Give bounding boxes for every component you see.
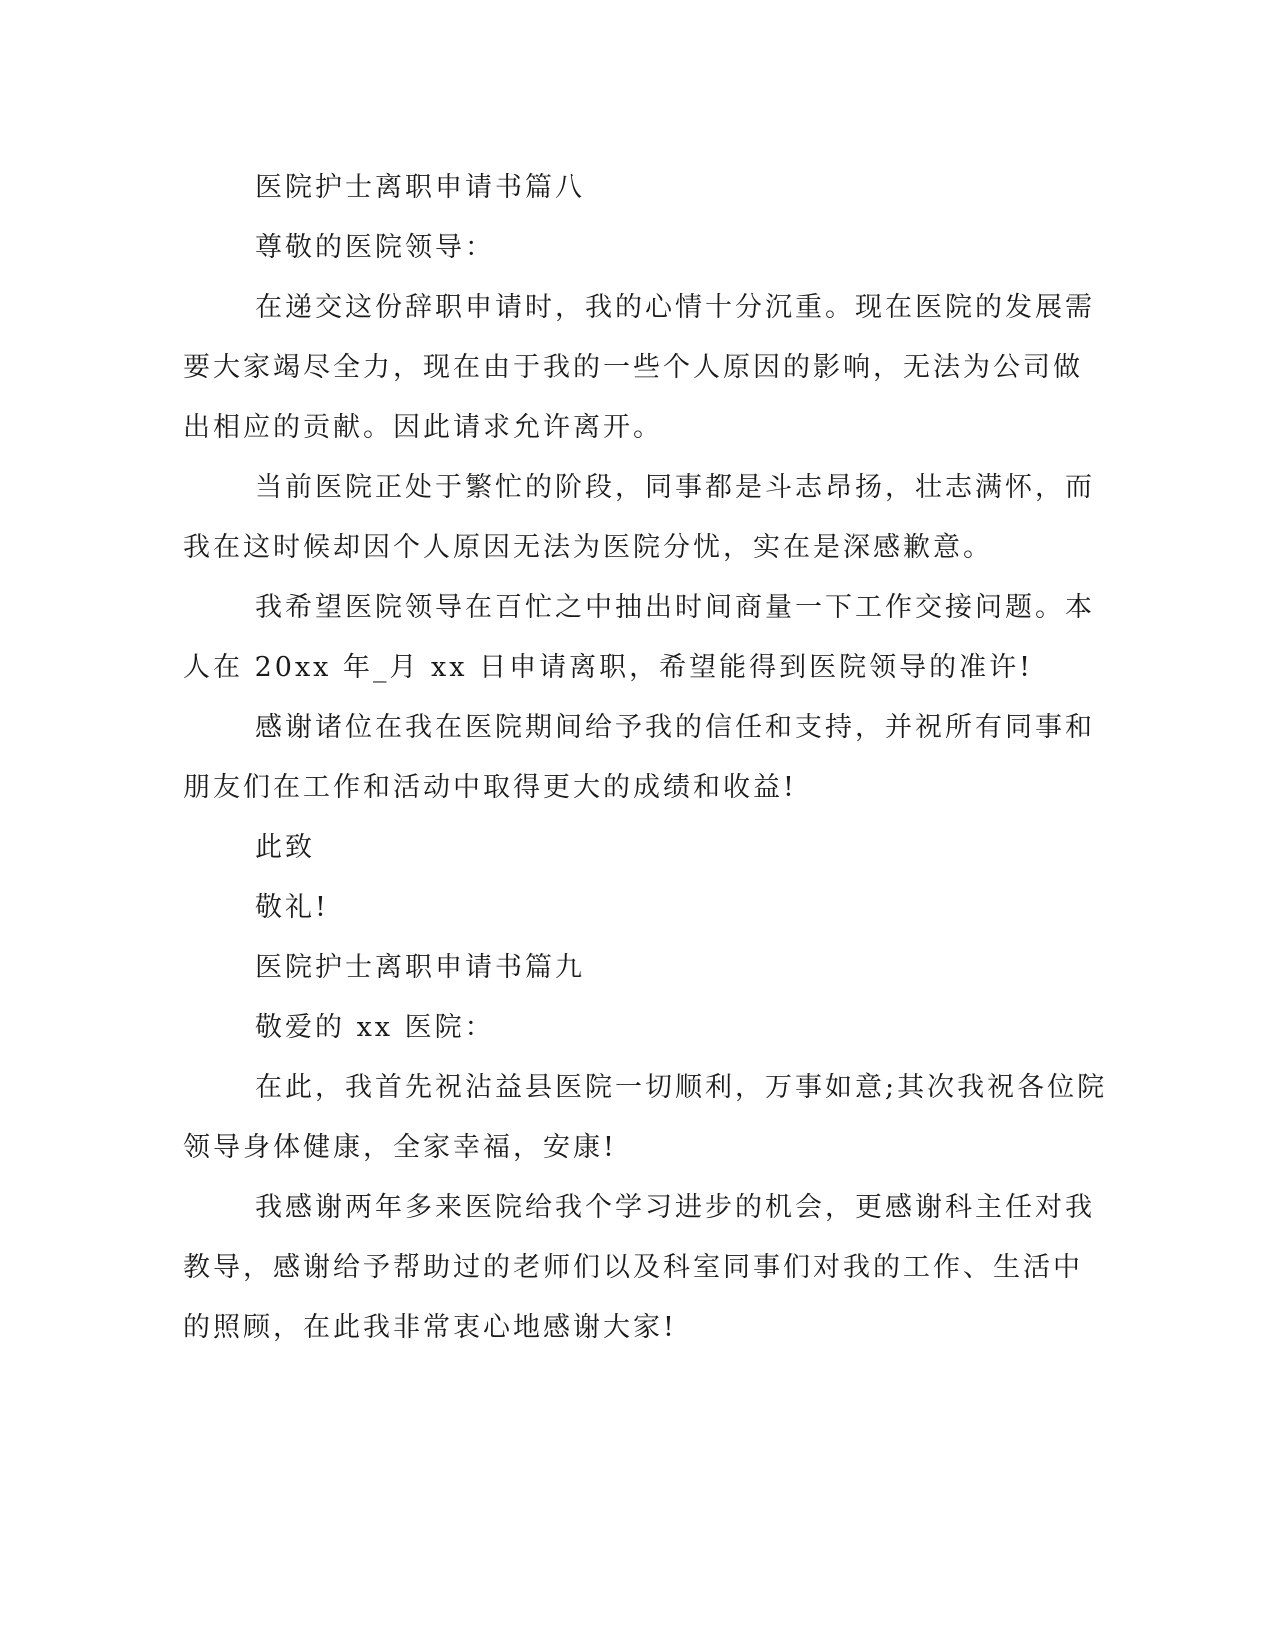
paragraph-line: 教导，感谢给予帮助过的老师们以及科室同事们对我的工作、生活中 [183, 1252, 1083, 1283]
paragraph-line: 当前医院正处于繁忙的阶段，同事都是斗志昂扬，壮志满怀，而 [255, 472, 1095, 503]
closing-line: 此致 [255, 832, 315, 863]
section-title-9: 医院护士离职申请书篇九 [255, 952, 585, 983]
paragraph-line: 要大家竭尽全力，现在由于我的一些个人原因的影响，无法为公司做 [183, 352, 1083, 383]
paragraph-line: 的照顾，在此我非常衷心地感谢大家! [183, 1312, 677, 1343]
paragraph-line: 出相应的贡献。因此请求允许离开。 [183, 412, 663, 443]
paragraph-line: 我在这时候却因个人原因无法为医院分忧，实在是深感歉意。 [183, 532, 993, 563]
paragraph-line: 在此，我首先祝沾益县医院一切顺利，万事如意;其次我祝各位院 [255, 1072, 1108, 1103]
salutation: 尊敬的医院领导： [255, 232, 495, 263]
document-body [183, 158, 1108, 1358]
paragraph-line: 领导身体健康，全家幸福，安康! [183, 1132, 617, 1163]
paragraph-line: 在递交这份辞职申请时，我的心情十分沉重。现在医院的发展需 [255, 292, 1095, 323]
section-title-8: 医院护士离职申请书篇八 [255, 172, 585, 203]
salutation: 敬爱的 xx 医院： [255, 1012, 495, 1043]
paragraph-line: 我感谢两年多来医院给我个学习进步的机会，更感谢科主任对我 [255, 1192, 1095, 1223]
paragraph-line: 朋友们在工作和活动中取得更大的成绩和收益! [183, 772, 797, 803]
paragraph-line: 我希望医院领导在百忙之中抽出时间商量一下工作交接问题。本 [255, 592, 1095, 623]
paragraph-line: 人在 20xx 年_月 xx 日申请离职，希望能得到医院领导的准许! [183, 652, 1033, 683]
paragraph-line: 感谢诸位在我在医院期间给予我的信任和支持，并祝所有同事和 [255, 712, 1095, 743]
closing-line: 敬礼! [255, 892, 329, 923]
